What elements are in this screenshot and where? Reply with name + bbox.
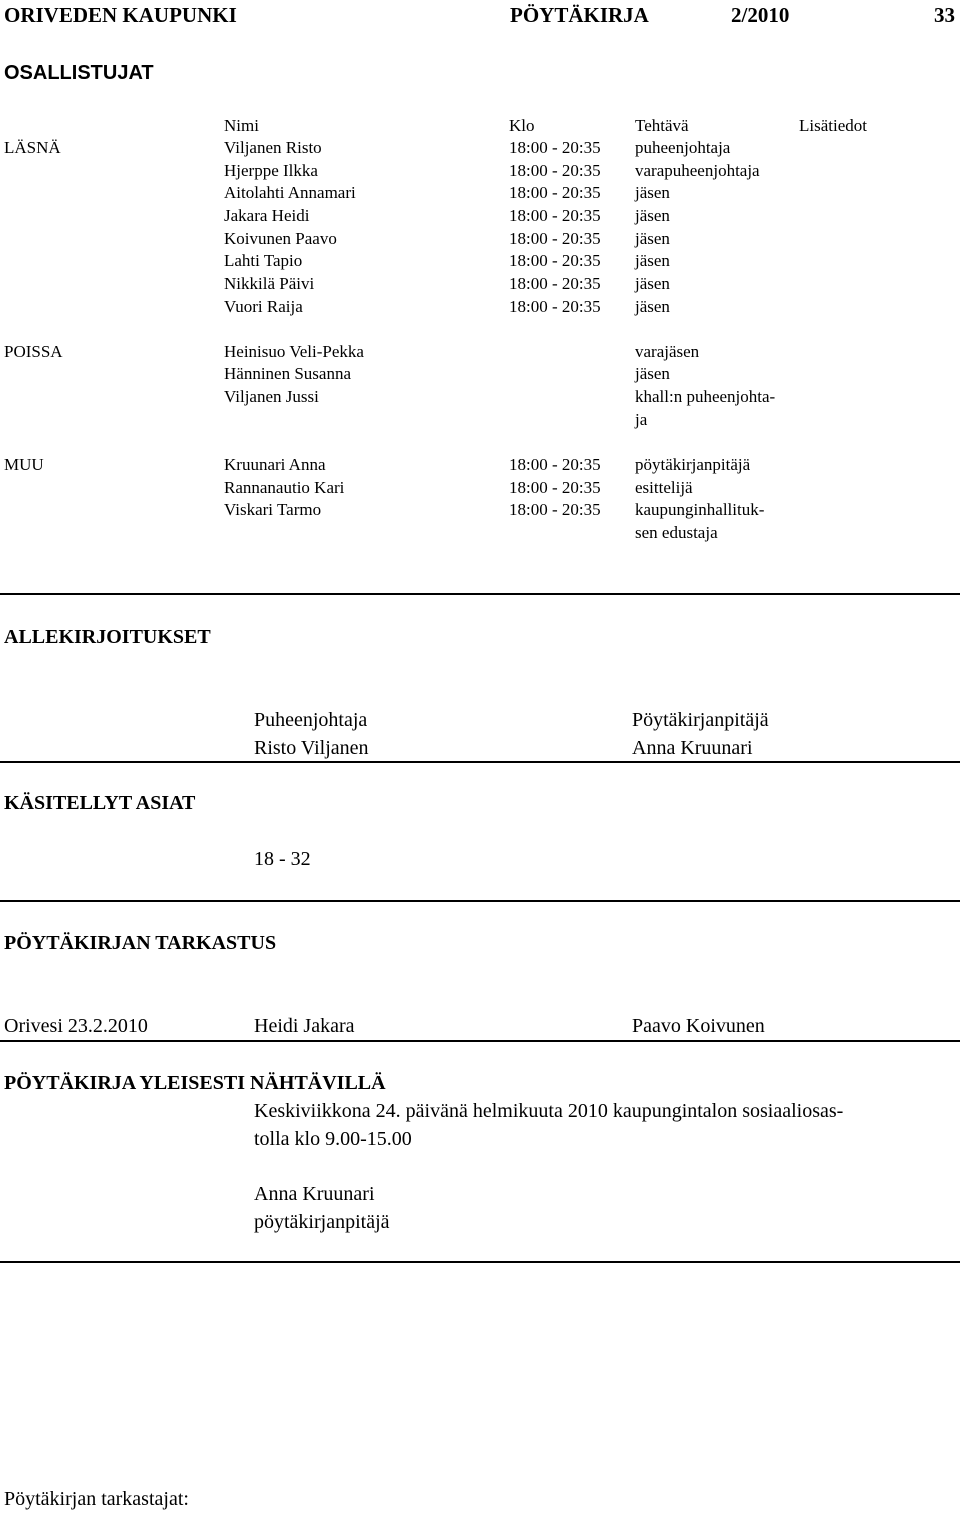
participant-role: jäsen bbox=[635, 183, 670, 202]
participant-role: varapuheenjohtaja bbox=[635, 161, 760, 180]
participants-title: OSALLISTUJAT bbox=[4, 62, 154, 84]
participant-time: 18:00 - 20:35 bbox=[509, 500, 601, 519]
table-row bbox=[0, 341, 960, 364]
participant-time: 18:00 - 20:35 bbox=[509, 229, 601, 248]
divider bbox=[0, 761, 960, 763]
table-row bbox=[0, 273, 960, 296]
participant-role-continued: sen edustaja bbox=[635, 523, 718, 542]
participant-name: Aitolahti Annamari bbox=[224, 183, 356, 202]
participant-time: 18:00 - 20:35 bbox=[509, 206, 601, 225]
participant-name: Viljanen Jussi bbox=[224, 387, 319, 406]
participant-time: 18:00 - 20:35 bbox=[509, 251, 601, 270]
public-display-signer-title: pöytäkirjanpitäjä bbox=[254, 1211, 390, 1233]
column-name: Nimi bbox=[224, 116, 259, 135]
participant-time: 18:00 - 20:35 bbox=[509, 138, 601, 157]
participant-role: khall:n puheenjohta- bbox=[635, 387, 776, 406]
participant-role: jäsen bbox=[635, 364, 670, 383]
participant-name: Heinisuo Veli-Pekka bbox=[224, 342, 364, 361]
table-row-continuation bbox=[0, 522, 960, 545]
participant-role: varajäsen bbox=[635, 342, 700, 361]
chair-title: Puheenjohtaja bbox=[254, 709, 368, 731]
public-display-line-2: tolla klo 9.00-15.00 bbox=[254, 1128, 412, 1150]
reviewer-2: Paavo Koivunen bbox=[632, 1015, 765, 1037]
participant-role: jäsen bbox=[635, 206, 670, 225]
participant-name: Koivunen Paavo bbox=[224, 229, 337, 248]
participant-time: 18:00 - 20:35 bbox=[509, 183, 601, 202]
column-role: Tehtävä bbox=[635, 116, 689, 135]
city-name: ORIVEDEN KAUPUNKI bbox=[4, 3, 237, 27]
column-notes: Lisätiedot bbox=[799, 116, 867, 135]
table-row bbox=[0, 454, 960, 477]
table-row bbox=[0, 160, 960, 183]
secretary-title: Pöytäkirjanpitäjä bbox=[632, 709, 769, 731]
group-label-other: MUU bbox=[4, 455, 44, 474]
participants-column-headers bbox=[0, 115, 960, 138]
participant-name: Rannanautio Kari bbox=[224, 478, 345, 497]
group-label-present: LÄSNÄ bbox=[4, 138, 61, 157]
table-row bbox=[0, 182, 960, 205]
participant-time: 18:00 - 20:35 bbox=[509, 478, 601, 497]
table-row bbox=[0, 386, 960, 409]
participant-name: Vuori Raija bbox=[224, 297, 303, 316]
items-title: KÄSITELLYT ASIAT bbox=[4, 792, 196, 814]
table-row bbox=[0, 363, 960, 386]
participant-role: kaupunginhallituk- bbox=[635, 500, 765, 519]
participant-name: Hjerppe Ilkka bbox=[224, 161, 318, 180]
participant-name: Jakara Heidi bbox=[224, 206, 310, 225]
participant-name: Hänninen Susanna bbox=[224, 364, 352, 383]
reviewers-label: Pöytäkirjan tarkastajat: bbox=[4, 1488, 189, 1510]
table-row bbox=[0, 250, 960, 273]
participant-role: jäsen bbox=[635, 251, 670, 270]
participant-name: Viskari Tarmo bbox=[224, 500, 322, 519]
participant-name: Viljanen Risto bbox=[224, 138, 322, 157]
chair-name: Risto Viljanen bbox=[254, 737, 369, 759]
table-row bbox=[0, 137, 960, 160]
public-display-signer-name: Anna Kruunari bbox=[254, 1183, 375, 1205]
items-range: 18 - 32 bbox=[254, 848, 311, 870]
table-row bbox=[0, 499, 960, 522]
participant-name: Kruunari Anna bbox=[224, 455, 326, 474]
public-display-line-1: Keskiviikkona 24. päivänä helmikuuta 2010 kaupungintalon sosiaaliosas- bbox=[254, 1100, 844, 1122]
divider bbox=[0, 900, 960, 902]
participant-role: jäsen bbox=[635, 274, 670, 293]
participant-time: 18:00 - 20:35 bbox=[509, 161, 601, 180]
review-place-date: Orivesi 23.2.2010 bbox=[4, 1015, 148, 1037]
table-row-continuation bbox=[0, 409, 960, 432]
table-row bbox=[0, 205, 960, 228]
secretary-name: Anna Kruunari bbox=[632, 737, 753, 759]
participant-time: 18:00 - 20:35 bbox=[509, 274, 601, 293]
participant-role-continued: ja bbox=[635, 410, 648, 429]
signatures-title: ALLEKIRJOITUKSET bbox=[4, 626, 211, 648]
participant-role: jäsen bbox=[635, 297, 670, 316]
divider bbox=[0, 593, 960, 595]
divider bbox=[0, 1261, 960, 1263]
table-row bbox=[0, 228, 960, 251]
group-label-absent: POISSA bbox=[4, 342, 63, 361]
participant-role: jäsen bbox=[635, 229, 670, 248]
participant-time: 18:00 - 20:35 bbox=[509, 455, 601, 474]
public-display-title: PÖYTÄKIRJA YLEISESTI NÄHTÄVILLÄ bbox=[4, 1072, 386, 1094]
page-number: 33 bbox=[934, 3, 955, 27]
column-time: Klo bbox=[509, 116, 535, 135]
table-row bbox=[0, 296, 960, 319]
participant-name: Lahti Tapio bbox=[224, 251, 303, 270]
participant-role: puheenjohtaja bbox=[635, 138, 731, 157]
table-row bbox=[0, 477, 960, 500]
review-title: PÖYTÄKIRJAN TARKASTUS bbox=[4, 932, 277, 954]
participant-name: Nikkilä Päivi bbox=[224, 274, 315, 293]
document-number: 2/2010 bbox=[731, 3, 790, 27]
reviewer-1: Heidi Jakara bbox=[254, 1015, 355, 1037]
participant-role: pöytäkirjanpitäjä bbox=[635, 455, 751, 474]
participant-role: esittelijä bbox=[635, 478, 693, 497]
divider bbox=[0, 1040, 960, 1042]
document-type: PÖYTÄKIRJA bbox=[510, 3, 649, 27]
participant-time: 18:00 - 20:35 bbox=[509, 297, 601, 316]
